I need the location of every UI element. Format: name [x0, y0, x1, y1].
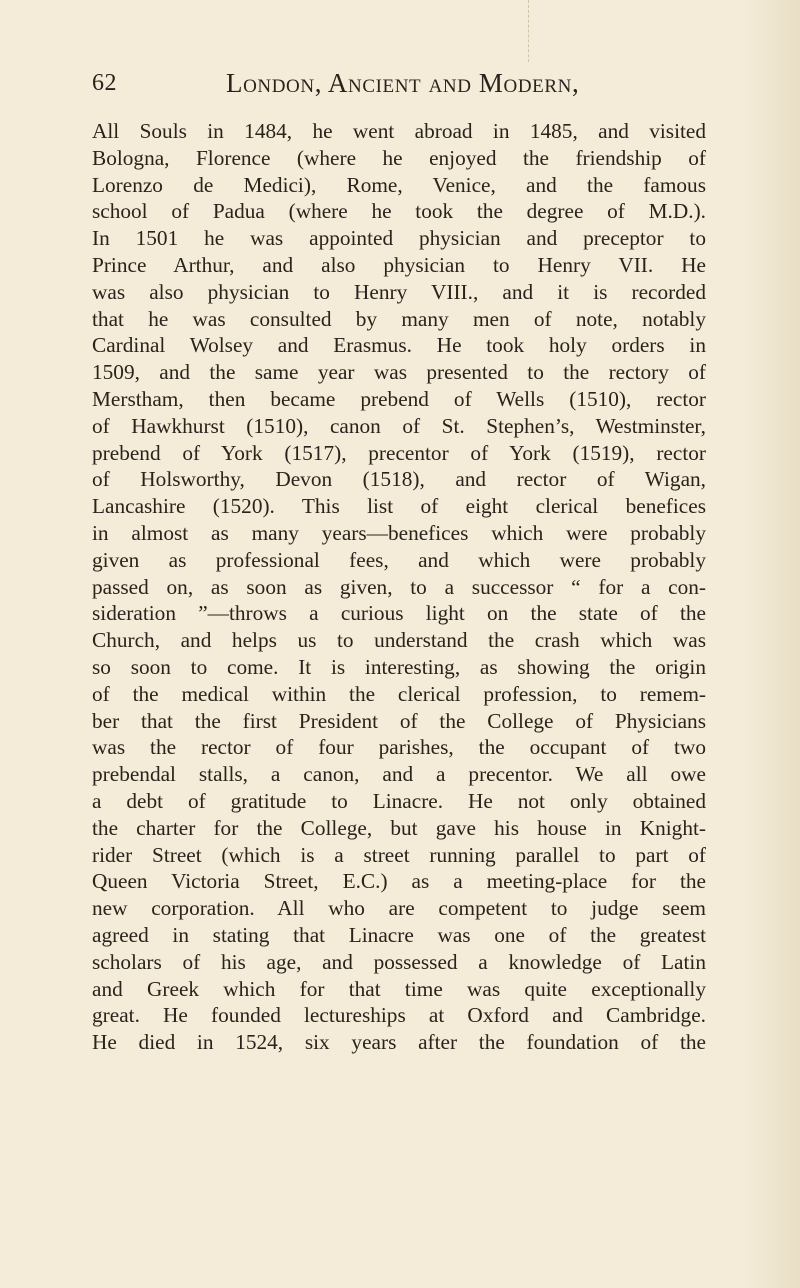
text-line: Church, and helps us to understand the crash which was — [92, 628, 706, 653]
text-line: new corporation. All who are competent to judge seem — [92, 896, 706, 921]
text-line: Queen Victoria Street, E.C.) as a meeting-place for the — [92, 869, 706, 894]
text-line: All Souls in 1484, he went abroad in 1485, and visited — [92, 119, 706, 143]
text-line: In 1501 he was appointed physician and preceptor to — [92, 226, 706, 251]
text-line: passed on, as soon as given, to a successor “ for a con- — [92, 574, 706, 599]
text-line: Prince Arthur, and also physician to Henry VII. He — [92, 252, 706, 277]
page-number: 62 — [92, 70, 117, 96]
text-line: Lancashire (1520). This list of eight clerical benefices — [92, 494, 706, 519]
text-line: He died in 1524, six years after the foundation of the — [92, 1030, 706, 1055]
text-line: scholars of his age, and possessed a knowledge of Latin — [92, 949, 706, 974]
text-line: 1509, and the same year was presented to the rectory of — [92, 360, 706, 385]
running-head — [92, 64, 712, 104]
text-line: prebendal stalls, a canon, and a precentor. We all owe — [92, 762, 706, 787]
text-line: given as professional fees, and which were probably — [92, 547, 706, 572]
running-title: London, Ancient and Modern, — [226, 68, 580, 98]
text-line: Lorenzo de Medici), Rome, Venice, and the famous — [92, 172, 706, 197]
text-line: that he was consulted by many men of note, notably — [92, 306, 706, 331]
text-line: Merstham, then became prebend of Wells (1510), rector — [92, 386, 706, 411]
text-line: a debt of gratitude to Linacre. He not only obtained — [92, 788, 706, 813]
text-line: of Hawkhurst (1510), canon of St. Stephen’s, Westminster, — [92, 413, 706, 438]
text-line: was also physician to Henry VIII., and it is recorded — [92, 279, 706, 304]
text-line: in almost as many years—benefices which were probably — [92, 520, 706, 545]
text-line: so soon to come. It is interesting, as showing the origin — [92, 654, 706, 679]
text-line: school of Padua (where he took the degree of M.D.). — [92, 199, 706, 224]
text-line: rider Street (which is a street running parallel to part of — [92, 842, 706, 867]
text-line: was the rector of four parishes, the occupant of two — [92, 735, 706, 760]
text-line: great. He founded lectureships at Oxford and Cambridge. — [92, 1003, 706, 1028]
text-line: ber that the first President of the College of Physicians — [92, 708, 706, 733]
text-line: agreed in stating that Linacre was one of the greatest — [92, 922, 706, 947]
text-line: prebend of York (1517), precentor of York (1519), rector — [92, 440, 706, 465]
text-line: of Holsworthy, Devon (1518), and rector of Wigan, — [92, 467, 706, 492]
text-line: of the medical within the clerical profession, to remem- — [92, 681, 706, 706]
text-line: sideration ”—throws a curious light on the state of the — [92, 601, 706, 626]
text-line: Cardinal Wolsey and Erasmus. He took holy orders in — [92, 333, 706, 358]
text-line: the charter for the College, but gave his house in Knight- — [92, 815, 706, 840]
text-line: Bologna, Florence (where he enjoyed the friendship of — [92, 145, 706, 170]
text-line: and Greek which for that time was quite exceptionally — [92, 976, 706, 1001]
fold-mark — [528, 0, 531, 62]
body-text — [92, 118, 706, 1056]
